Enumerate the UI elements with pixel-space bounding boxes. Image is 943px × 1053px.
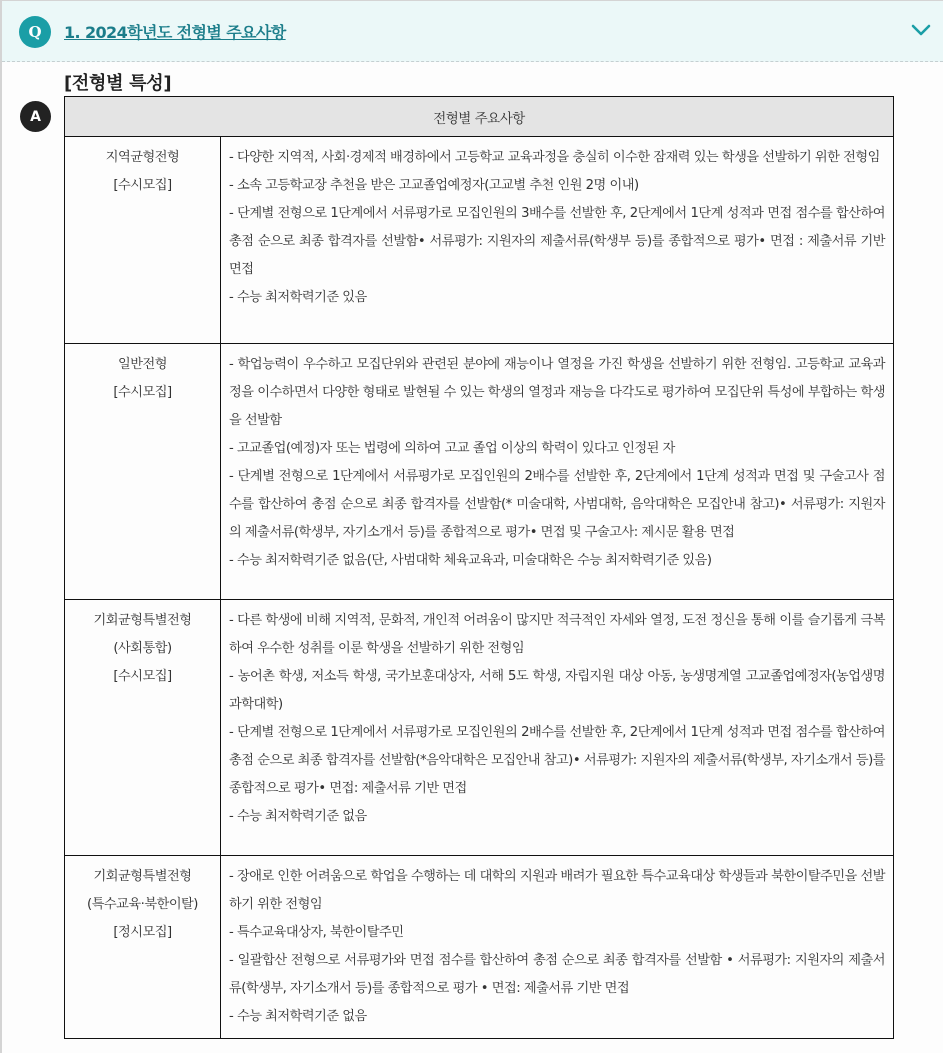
frame-left-border [0, 0, 2, 1053]
desc-line: - 다양한 지역적, 사회·경제적 배경하에서 고등학교 교육과정을 충실히 이수한 잠재력 있는 학생을 선발하기 위한 전형임 [229, 150, 880, 165]
desc-line: - 장애로 인한 어려움으로 학업을 수행하는 데 대학의 지원과 배려가 필요한 특수교육대상 학생들과 북한이탈주민을 선발하기 위한 전형임 [229, 869, 885, 912]
desc-line: - 단계별 전형으로 1단계에서 서류평가로 모집인원의 3배수를 선발한 후, 2단계에서 1단계 성적과 면접 점수를 합산하여 총점 순으로 최종 합격자를 선발함• 서류평가: 지원자의 제출서류(학생부 등)를 종합적으로 평가• 면접 : 제출서류 기반 면접 [229, 206, 885, 277]
type-period: [수시모집] [113, 669, 172, 684]
faq-question-header[interactable] [2, 1, 943, 62]
question-badge-icon: Q [19, 16, 51, 48]
answer-badge-icon: A [20, 101, 51, 132]
chevron-down-icon[interactable] [911, 23, 931, 37]
desc-line: - 수능 최저학력기준 있음 [229, 290, 367, 305]
type-name: 기회균형특별전형 [93, 869, 192, 884]
desc-line: - 일괄합산 전형으로 서류평가와 면접 점수를 합산하여 총점 순으로 최종 합격자를 선발함 • 서류평가: 지원자의 제출서류(학생부, 자기소개서 등)를 종합적으로 평가 • 면접: 제출서류 기반 면접 [229, 953, 885, 996]
desc-line: - 단계별 전형으로 1단계에서 서류평가로 모집인원의 2배수를 선발한 후, 2단계에서 1단계 성적과 면접 및 구술고사 점수를 합산하여 총점 순으로 최종 합격자를 선발함(* 미술대학, 사범대학, 음악대학은 모집안내 참고)• 서류평가: 지원자의 제출서류(학생부, 자기소개서 등)를 종합적으로 평가• 면접 및 구술고사: 제시문 활용 면접 [229, 469, 885, 540]
admission-desc-cell [221, 344, 894, 600]
table-header: 전형별 주요사항 [65, 97, 894, 137]
type-period: [수시모집] [113, 178, 172, 193]
admission-type-cell [65, 137, 221, 344]
desc-line: - 수능 최저학력기준 없음 [229, 1009, 367, 1024]
table-row [65, 137, 894, 344]
type-name: 기회균형특별전형 [93, 613, 192, 628]
desc-line: - 단계별 전형으로 1단계에서 서류평가로 모집인원의 2배수를 선발한 후, 2단계에서 1단계 성적과 면접 점수를 합산하여 총점 순으로 최종 합격자를 선발함(*음악대학은 모집안내 참고)• 서류평가: 지원자의 제출서류(학생부, 자기소개서 등)를 종합적으로 평가• 면접: 제출서류 기반 면접 [229, 725, 885, 796]
desc-line: - 다른 학생에 비해 지역적, 문화적, 개인적 어려움이 많지만 적극적인 자세와 열정, 도전 정신을 통해 이를 슬기롭게 극복하여 우수한 성취를 이룬 학생을 선발하기 위한 전형임 [229, 613, 885, 656]
type-name: 일반전형 [118, 357, 167, 372]
desc-line: - 특수교육대상자, 북한이탈주민 [229, 925, 404, 940]
section-title: [전형별 특성] [64, 73, 172, 94]
type-period: [수시모집] [113, 385, 172, 400]
type-subname: (특수교육·북한이탈) [87, 897, 198, 912]
type-name: 지역균형전형 [105, 150, 180, 165]
desc-line: - 고교졸업(예정)자 또는 법령에 의하여 고교 졸업 이상의 학력이 있다고 인정된 자 [229, 441, 675, 456]
desc-line: - 수능 최저학력기준 없음(단, 사범대학 체육교육과, 미술대학은 수능 최저학력기준 있음) [229, 553, 712, 568]
admission-type-cell [65, 600, 221, 856]
desc-line: - 학업능력이 우수하고 모집단위와 관련된 분야에 재능이나 열정을 가진 학생을 선발하기 위한 전형임. 고등학교 교육과정을 이수하면서 다양한 형태로 발현될 수 있는 학생의 열정과 재능을 다각도로 평가하여 모집단위 특성에 부합하는 학생을 선발함 [229, 357, 885, 428]
admission-desc-cell [221, 137, 894, 344]
desc-line: - 농어촌 학생, 저소득 학생, 국가보훈대상자, 서해 5도 학생, 자립지원 대상 아동, 농생명계열 고교졸업예정자(농업생명과학대학) [229, 669, 885, 712]
question-title-link[interactable]: 1. 2024학년도 전형별 주요사항 [64, 23, 286, 42]
admission-type-cell [65, 344, 221, 600]
type-subname: (사회통합) [113, 641, 172, 656]
admission-desc-cell [221, 856, 894, 1039]
admission-type-cell [65, 856, 221, 1039]
desc-line: - 소속 고등학교장 추천을 받은 고교졸업예정자(고교별 추천 인원 2명 이내) [229, 178, 639, 193]
table-row [65, 600, 894, 856]
admission-types-table [64, 96, 894, 1039]
table-row [65, 856, 894, 1039]
admission-desc-cell [221, 600, 894, 856]
table-row [65, 344, 894, 600]
desc-line: - 수능 최저학력기준 없음 [229, 809, 367, 824]
type-period: [정시모집] [113, 925, 172, 940]
